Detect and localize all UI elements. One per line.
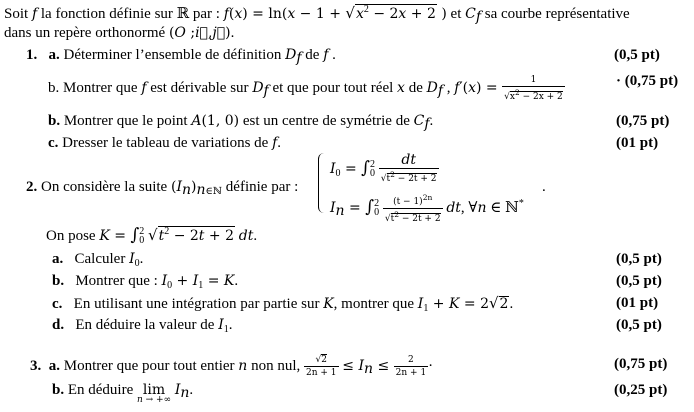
question-number: 1.	[26, 47, 38, 63]
item-label: a.	[48, 47, 60, 63]
fraction: $\frac{2}{2n + 1}$	[395, 355, 427, 378]
q1-b-symmetry: b. Montrer que le point A(1, 0) est un centre de symétrie de $C_f$.	[48, 113, 434, 132]
item-text: En déduire	[67, 382, 134, 398]
item-text: est dérivable sur	[150, 79, 249, 96]
q3-b: b. En déduire lim n → +∞ $I_n$.	[52, 382, 194, 405]
item-text: Calculer	[74, 251, 126, 267]
item-label: b.	[52, 382, 65, 398]
points-q2-c: (01 pt)	[616, 295, 659, 311]
item-label: c.	[48, 135, 59, 151]
points-q3-a: (0,75 pt)	[614, 356, 668, 372]
item-text: En déduire la valeur de	[75, 317, 215, 333]
intro-line-1: Soit f la fonction définie sur ℝ par : $f(x) = \ln(x - 1 + √x^2 - 2x + 2$ ) et $C_f$ sa courbe représentative	[4, 4, 630, 25]
system-brace	[318, 153, 326, 213]
item-text: On considère la suite	[41, 179, 168, 195]
q2-pose-k: On pose $K = \int_0^2$ $√t^2 - 2t + 2$ dt.	[46, 225, 258, 246]
sqrt-expression: √2	[488, 294, 509, 312]
fraction: $\frac{(t - 1)^{2n}}{√t^2 - 2t + 2}$	[384, 193, 441, 224]
item-label: d.	[52, 317, 65, 333]
q1-c: c. Dresser le tableau de variations de f.	[48, 135, 282, 151]
item-text: de	[305, 47, 320, 63]
item-text: Montrer que	[63, 79, 138, 96]
item-label: b.	[52, 273, 65, 289]
q3-a: 3. a. Montrer que pour tout entier n non nul, $\frac{√2}{2n + 1}$ ≤ $I_n$ ≤ $\frac{2}{2n + 1}$ ·	[30, 355, 434, 378]
item-text: , montrer que	[333, 296, 415, 312]
q2-c: c. En utilisant une intégration par partie sur K, montrer que $I_1 + K = 2√2$.	[52, 294, 514, 314]
intro-text: dans un repère orthonormé	[4, 25, 166, 41]
item-text: Montrer que :	[75, 273, 158, 289]
intro-text: sa courbe représentative	[484, 6, 630, 22]
intro-text: .	[230, 25, 235, 41]
limit-expression: lim n → +∞	[136, 382, 172, 405]
points-q1-c: (01 pt)	[616, 135, 659, 151]
item-label: a.	[52, 251, 64, 267]
item-text: de	[408, 79, 423, 96]
item-label: a.	[48, 357, 60, 374]
in-definition: $I_n = \int_0^2$ $\frac{(t - 1)^{2n}}{√t^2 - 2t + 2}$ dt, ∀n ∈ ℕ*	[330, 193, 524, 224]
question-number: 3.	[30, 357, 42, 374]
q2-header: 2. On considère la suite $(I_n)_{n\in ℕ}$ définie par :	[26, 179, 299, 198]
points-q1-a: (0,5 pt)	[614, 47, 660, 63]
q1-b-derivative: b. Montrer que f est dérivable sur $D_f$ et que pour tout réel x de $D_f$ , f′(x) = $\frac{1}{√x^2 - 2x + 2}$	[48, 75, 563, 102]
item-text: Montrer que le point	[63, 113, 188, 129]
sqrt-expression: $√x^2 - 2x + 2$	[345, 4, 436, 22]
item-label: b.	[48, 79, 60, 96]
points-q3-b: (0,25 pt)	[614, 382, 668, 398]
q2-d: d. En déduire la valeur de $I_1$.	[52, 317, 233, 335]
sqrt-expression: $√t^2 - 2t + 2$	[148, 226, 234, 244]
points-q1-b-derivative: · (0,75 pt)	[616, 73, 679, 89]
item-text: En utilisant une intégration par partie sur	[73, 296, 320, 312]
fraction: $\frac{dt}{√t^2 - 2t + 2}$	[380, 152, 437, 184]
item-text: est un centre de symétrie de	[242, 113, 410, 129]
points-q2-a: (0,5 pt)	[616, 251, 662, 267]
period-mark: .	[542, 179, 546, 195]
q2-b: b. Montrer que : $I_0 + I_1 = K$.	[52, 273, 239, 291]
item-label: b.	[48, 113, 61, 129]
points-value: (0,75 pt)	[624, 73, 679, 89]
intro-text: Soit	[4, 6, 29, 22]
question-number: 2.	[26, 179, 38, 195]
item-label: c.	[52, 296, 63, 312]
intro-text: et	[450, 6, 462, 22]
intro-text: la fonction définie sur ℝ par :	[40, 6, 220, 22]
item-text: non nul,	[251, 357, 301, 374]
item-text: définie par :	[225, 179, 299, 195]
points-q2-d: (0,5 pt)	[616, 317, 662, 333]
item-text: Dresser le tableau de variations de	[62, 135, 269, 151]
item-text: Déterminer l’ensemble de définition	[63, 47, 282, 63]
points-q1-b-symmetry: (0,75 pt)	[616, 113, 670, 129]
i0-definition: $I_0 = \int_0^2$ $\frac{dt}{√t^2 - 2t + 2}$	[330, 152, 437, 184]
item-text: On pose	[46, 228, 96, 244]
item-text: Montrer que pour tout entier	[63, 357, 235, 374]
fraction: $\frac{1}{√x^2 - 2x + 2}$	[504, 75, 563, 102]
intro-line-2: dans un repère orthonormé (O ;i⃗,j⃗).	[4, 25, 235, 41]
fraction: $\frac{√2}{2n + 1}$	[306, 355, 337, 378]
item-text: et que pour tout réel	[272, 79, 394, 96]
q1-a: 1. a. Déterminer l’ensemble de définition $D_f$ de f .	[26, 47, 336, 66]
q2-a: a. Calculer $I_0$.	[52, 251, 144, 269]
points-q2-b: (0,5 pt)	[616, 273, 662, 289]
